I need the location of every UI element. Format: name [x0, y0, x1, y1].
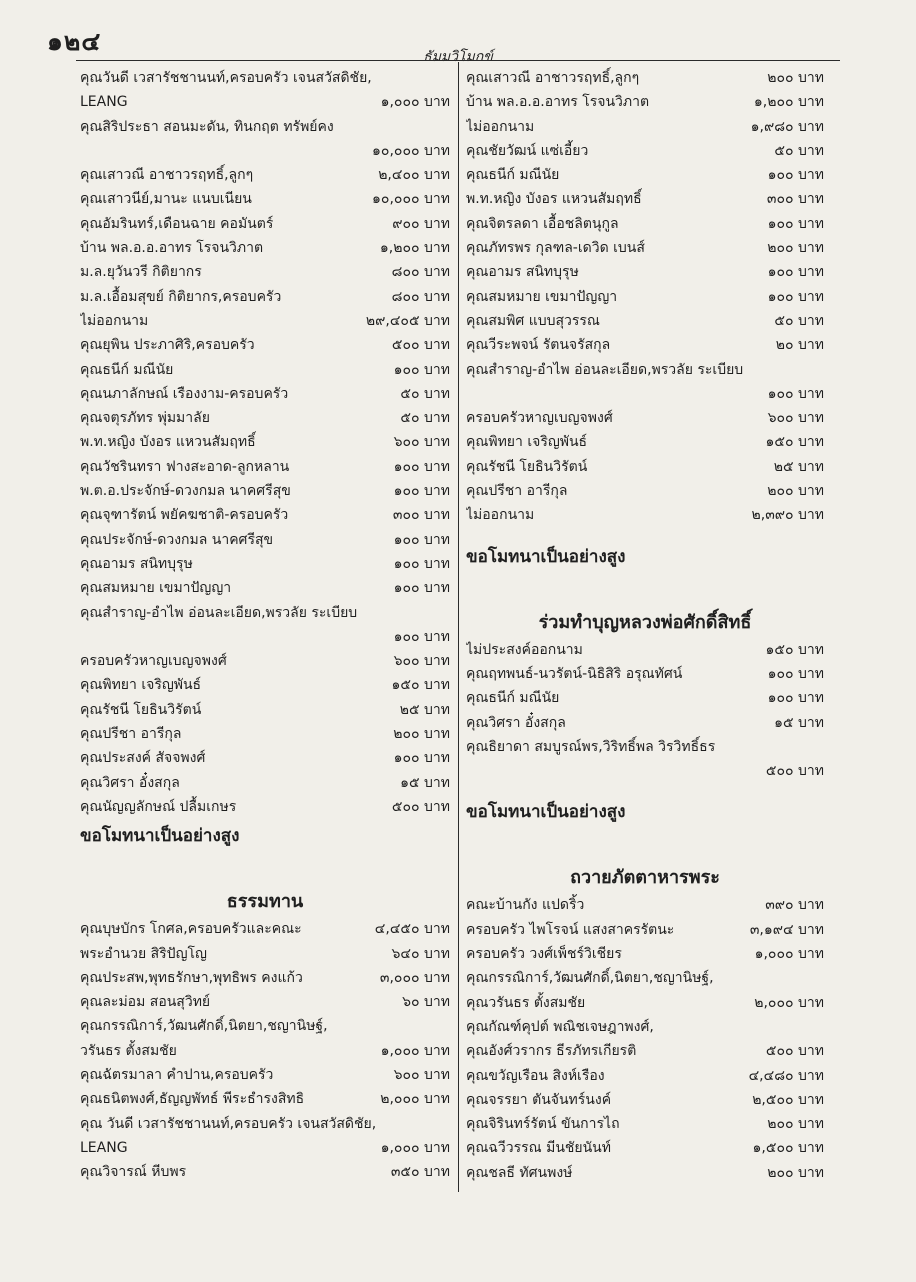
donation-amount: ๓๕๐ บาท	[390, 1164, 450, 1181]
donor-name: คุณฤทพนธ์-นวรัตน์-นิธิสิริ อรุณทัศน์	[466, 665, 683, 682]
donation-amount: ๒,๐๐๐ บาท	[380, 1091, 450, 1108]
donor-name: คุณอัมรินทร์,เดือนฉาย คอมันตร์	[80, 215, 274, 232]
donor-entry	[466, 455, 824, 479]
donor-name: คุณภัทรพร กุลฑล-เดวิด เบนส์	[466, 240, 645, 257]
donor-name: คุณสมพิศ แบบสุวรรณ	[466, 312, 600, 329]
donor-name: คุณชลธี ทัศนพงษ์	[466, 1164, 573, 1181]
donation-amount: ๑๐๐ บาท	[767, 215, 824, 232]
donor-name: บ้าน พล.อ.อ.อาทร โรจนวิภาต	[466, 94, 650, 111]
donation-amount: ๑๐๐ บาท	[393, 531, 450, 548]
donor-name: คุณ วันดี เวสารัชชานนท์,ครอบครัว เจนสวัสดิชัย,	[80, 1115, 377, 1132]
donor-name: คุณจรรยา ตันจันทร์นงค์	[466, 1091, 612, 1108]
donor-name: คุณสำราญ-อำไพ อ่อนละเอียด,พรวลัย ระเบียบ	[80, 604, 358, 621]
donation-amount: ๑๐๐ บาท	[393, 483, 450, 500]
donor-entry	[80, 236, 450, 260]
donor-entry	[466, 711, 824, 735]
donation-amount: ๒๕ บาท	[399, 701, 450, 718]
donor-name: คุณฉวีวรรณ มีนชัยนันท์	[466, 1140, 611, 1157]
donor-entry	[80, 1039, 450, 1063]
donor-name: คุณขวัญเรือน สิงห์เรือง	[466, 1067, 605, 1084]
right-column	[466, 66, 824, 1185]
donation-amount: ๒๐ บาท	[775, 337, 824, 354]
donation-amount: ๔,๔๘๐ บาท	[748, 1067, 824, 1084]
donor-entry	[80, 382, 450, 406]
donation-amount: ๑๐๐ บาท	[767, 167, 824, 184]
donor-entry	[80, 746, 450, 770]
donor-name: ครอบครัว วงศ์เพ็ชร์วิเชียร	[466, 946, 622, 963]
donor-entry	[80, 698, 450, 722]
donor-entry	[466, 406, 824, 430]
donation-amount: ๑,๙๘๐ บาท	[750, 118, 824, 135]
donor-name: คุณอามร สนิทบุรุษ	[466, 264, 579, 281]
donor-name: คุณธนีก์ มณีนัย	[466, 167, 560, 184]
donation-amount: ๑,๐๐๐ บาท	[380, 1139, 450, 1156]
donor-name: คุณบุษบักร โกศล,ครอบครัวและคณะ	[80, 921, 302, 938]
donor-name: คุณกรรณิการ์,วัฒนศักดิ์,นิตยา,ชญานิษฐ์,	[80, 1018, 328, 1035]
donor-entry	[466, 260, 824, 284]
donor-entry	[466, 309, 824, 333]
donor-entry	[80, 942, 450, 966]
donor-entry	[80, 990, 450, 1014]
header-rule	[76, 60, 840, 61]
donor-entry	[80, 212, 450, 236]
donor-entry	[80, 966, 450, 990]
donation-amount: ๕๐๐ บาท	[765, 763, 824, 780]
donor-entry	[466, 918, 824, 942]
donation-amount: ๘๐๐ บาท	[391, 264, 450, 281]
donor-name: คุณนภาลักษณ์ เรืองงาม-ครอบครัว	[80, 385, 289, 402]
donor-name: ม.ล.ยุวันวรี กิติยากร	[80, 264, 202, 281]
donor-list-right-c	[466, 893, 824, 1185]
donor-entry	[80, 187, 450, 211]
donation-amount: ๑,๕๐๐ บาท	[752, 1140, 824, 1157]
donor-name: คุณวีระพจน์ รัตนจรัสกุล	[466, 337, 611, 354]
donor-name: LEANG	[80, 94, 128, 111]
donor-name: คุณอามร สนิทบุรุษ	[80, 555, 193, 572]
donor-name: คุณพิทยา เจริญพันธ์	[80, 677, 202, 694]
donor-list-right-b	[466, 638, 824, 784]
donor-name: พ.ท.หญิง บังอร แหวนสัมฤทธิ์	[466, 191, 642, 208]
donor-entry	[466, 139, 824, 163]
donor-name: คุณธนีก์ มณีนัย	[80, 361, 174, 378]
donor-name: ครอบครัวหาญเบญจพงศ์	[80, 653, 227, 670]
donor-name: คุณจุฑารัตน์ พยัคฆชาติ-ครอบครัว	[80, 507, 289, 524]
donation-amount: ๖๐ บาท	[402, 994, 450, 1011]
donor-entry	[80, 406, 450, 430]
donor-entry	[80, 795, 450, 819]
donor-name: คุณปรีชา อารีกุล	[80, 726, 182, 743]
donor-name: พระอำนวย สิริปัญโญ	[80, 945, 207, 962]
donor-entry	[466, 1136, 824, 1160]
donation-amount: ๕๐ บาท	[774, 142, 824, 159]
donor-entry	[466, 212, 824, 236]
donation-amount: ๘๐๐ บาท	[391, 288, 450, 305]
donation-amount: ๑,๐๐๐ บาท	[754, 946, 824, 963]
donor-name: คุณกรรณิการ์,วัฒนศักดิ์,นิตยา,ชญานิษฐ์,	[466, 970, 714, 987]
donation-amount: ๖๐๐ บาท	[393, 434, 450, 451]
donation-amount: ๖๐๐ บาท	[767, 410, 824, 427]
donor-entry	[466, 893, 824, 917]
donor-name: คุณวัชรินทรา ฟางสะอาด-ลูกหลาน	[80, 458, 290, 475]
donor-entry	[80, 503, 450, 527]
donation-amount: ๑๐,๐๐๐ บาท	[372, 142, 450, 159]
donation-amount: ๑๐๐ บาท	[767, 665, 824, 682]
donor-entry	[80, 528, 450, 552]
donor-name: คุณจิตรลดา เอื้อชลิตนุกูล	[466, 215, 619, 232]
section-heading-luang-pho: ร่วมทำบุญหลวงพ่อศักดิ์สิทธิ์	[538, 611, 752, 633]
donation-amount: ๑๐๐ บาท	[393, 458, 450, 475]
donor-name: คุณอังศ์วรากร ธีรภัทรเกียรติ	[466, 1043, 637, 1060]
donor-name: คุณยุพิน ประภาศิริ,ครอบครัว	[80, 337, 255, 354]
donation-amount: ๒,๕๐๐ บาท	[752, 1091, 824, 1108]
donor-entry	[80, 552, 450, 576]
donation-amount: ๕๐ บาท	[400, 410, 450, 427]
donor-entry	[80, 309, 450, 333]
donation-amount: ๓๐๐ บาท	[392, 507, 450, 524]
section-heading-dhammathan: ธรรมทาน	[226, 891, 304, 913]
donation-amount: ๑๕ บาท	[400, 774, 450, 791]
donor-name: คุณประจักษ์-ดวงกมล นาคศรีสุข	[80, 531, 274, 548]
donation-amount: ๓๙๐ บาท	[765, 897, 824, 914]
donation-amount: ๑๕๐ บาท	[765, 434, 824, 451]
donor-entry	[466, 991, 824, 1015]
donation-amount: ๒๕ บาท	[773, 458, 824, 475]
donation-amount: ๑๐๐ บาท	[767, 288, 824, 305]
donor-entry	[80, 163, 450, 187]
donor-entry	[80, 333, 450, 357]
donation-amount: ๖๐๐ บาท	[393, 653, 450, 670]
donor-name: วรันธร ตั้งสมชัย	[80, 1042, 177, 1059]
donation-amount: ๑๐๐ บาท	[393, 555, 450, 572]
donor-name: คุณเสาวณี อาชาวรฤทธิ์,ลูกๆ	[80, 167, 254, 184]
running-header: ธัมมวิโมกข์	[423, 49, 493, 65]
donor-entry	[80, 917, 450, 941]
donor-entry	[80, 358, 450, 382]
donation-amount: ๒๐๐ บาท	[393, 726, 450, 743]
donor-name: ม.ล.เอื้อมสุขย์ กิติยากร,ครอบครัว	[80, 288, 282, 305]
left-column	[80, 66, 450, 1184]
donor-name: คุณจตุรภัทร พุ่มมาลัย	[80, 410, 210, 427]
donation-amount: ๖๐๐ บาท	[393, 1066, 450, 1083]
donation-amount: ๒๐๐ บาท	[767, 240, 824, 257]
donor-entry	[80, 260, 450, 284]
donor-entry	[80, 1136, 450, 1160]
donor-entry	[466, 1039, 824, 1063]
donor-entry	[466, 503, 824, 527]
donation-amount: ๑๐๐ บาท	[767, 385, 824, 402]
thanks-line: ขอโมทนาเป็นอย่างสูง	[466, 802, 626, 823]
donor-entry	[466, 115, 824, 139]
donor-name: คุณเสาวนีย์,มานะ แนบเนียน	[80, 191, 252, 208]
donor-name: คุณประสงค์ สัจจพงศ์	[80, 750, 206, 767]
donor-name: พ.ท.หญิง บังอร แหวนสัมฤทธิ์	[80, 434, 256, 451]
donor-name: คุณวิศรา อั๋งสกุล	[466, 714, 566, 731]
donor-list-left-b	[80, 917, 450, 1184]
column-divider	[458, 62, 459, 1192]
donation-amount: ๑,๒๐๐ บาท	[753, 94, 824, 111]
donation-amount: ๑,๐๐๐ บาท	[380, 1042, 450, 1059]
thanks-line: ขอโมทนาเป็นอย่างสูง	[466, 546, 626, 567]
donation-amount: ๑๕๐ บาท	[391, 677, 450, 694]
donation-amount: ๒๐๐ บาท	[767, 1116, 824, 1133]
donor-name: คุณธนิตพงศ์,ธัญญพัทธ์ พีระธำรงสิทธิ	[80, 1091, 305, 1108]
donation-amount: ๓,๑๙๔ บาท	[749, 921, 824, 938]
donor-entry	[80, 1063, 450, 1087]
donor-name: ครอบครัว ไพโรจน์ แสงสาครรัตนะ	[466, 921, 675, 938]
donation-amount: ๒๐๐ บาท	[767, 483, 824, 500]
donor-entry	[466, 1112, 824, 1136]
donor-name: คุณปรีชา อารีกุล	[466, 483, 568, 500]
donation-amount: ๔,๔๕๐ บาท	[374, 921, 450, 938]
donation-amount: ๑๐,๐๐๐ บาท	[372, 191, 450, 208]
donation-amount: ๒,๐๐๐ บาท	[754, 994, 824, 1011]
donor-name: ไม่ออกนาม	[466, 507, 535, 524]
donor-entry	[80, 722, 450, 746]
donor-entry	[80, 673, 450, 697]
donor-entry	[466, 1088, 824, 1112]
thanks-line: ขอโมทนาเป็นอย่างสูง	[80, 826, 240, 847]
donor-name: LEANG	[80, 1139, 128, 1156]
donor-name: คุณนัญญลักษณ์ ปลื้มเกษร	[80, 798, 237, 815]
donor-entry	[466, 942, 824, 966]
donation-amount: ๕๐๐ บาท	[765, 1043, 824, 1060]
donor-entry	[80, 430, 450, 454]
donor-name: คุณพิทยา เจริญพันธ์	[466, 434, 588, 451]
donation-amount: ๒,๓๙๐ บาท	[751, 507, 824, 524]
donation-amount: ๓,๐๐๐ บาท	[379, 969, 450, 986]
donor-name: คุณวิศรา อั๋งสกุล	[80, 774, 180, 791]
donor-entry	[466, 333, 824, 357]
donation-amount: ๙๐๐ บาท	[392, 215, 450, 232]
donor-list-right-a	[466, 66, 824, 528]
donor-name: พ.ต.อ.ประจักษ์-ดวงกมล นาคศรีสุข	[80, 483, 291, 500]
donor-name: คุณเสาวณี อาชาวรฤทธิ์,ลูกๆ	[466, 70, 640, 86]
donor-entry	[80, 455, 450, 479]
donor-entry	[466, 686, 824, 710]
donor-entry	[80, 90, 450, 114]
donor-name: คุณจิรินทร์รัตน์ ขันการไถ	[466, 1116, 620, 1133]
donor-entry	[80, 1160, 450, 1184]
donor-name: คุณสำราญ-อำไพ อ่อนละเอียด,พรวลัย ระเบียบ	[466, 361, 744, 378]
donor-name: คุณวันดี เวสารัชชานนท์,ครอบครัว เจนสวัสดิชัย,	[80, 70, 372, 86]
donation-amount: ๖๔๐ บาท	[391, 945, 450, 962]
donor-list-left-a	[80, 66, 450, 819]
donation-amount: ๓๐๐ บาท	[766, 191, 824, 208]
donation-amount: ๕๐๐ บาท	[391, 337, 450, 354]
donor-name: คณะบ้านกัง แปดริ้ว	[466, 897, 585, 914]
donor-name: คุณรัชนี โยธินวิรัตน์	[466, 458, 588, 475]
donor-entry	[80, 479, 450, 503]
donation-amount: ๑๐๐ บาท	[767, 690, 824, 707]
donation-amount: ๑,๒๐๐ บาท	[379, 240, 450, 257]
donation-amount: ๕๐ บาท	[400, 385, 450, 402]
donor-name: บ้าน พล.อ.อ.อาทร โรจนวิภาต	[80, 240, 264, 257]
donation-amount: ๑๐๐ บาท	[393, 750, 450, 767]
donation-amount: ๑๐๐ บาท	[393, 628, 450, 645]
donor-name: คุณธิยาดา สมบูรณ์พร,วิริทธิ์พล วิรวิทธิ์ธร	[466, 738, 716, 755]
donor-name: ไม่ออกนาม	[80, 312, 149, 329]
donation-amount: ๕๐ บาท	[774, 312, 824, 329]
donation-amount: ๑๕๐ บาท	[765, 641, 824, 658]
donation-amount: ๑๐๐ บาท	[393, 580, 450, 597]
donor-entry	[80, 1087, 450, 1111]
page-number: ๑๒๔	[47, 27, 102, 56]
donor-entry	[466, 66, 824, 90]
donor-name: คุณสมหมาย เขมาปัญญา	[466, 288, 618, 305]
donor-name: คุณสมหมาย เขมาปัญญา	[80, 580, 232, 597]
donor-name: คุณละม่อม สอนสุวิทย์	[80, 994, 211, 1011]
donor-entry	[80, 576, 450, 600]
donation-amount: ๑๕ บาท	[774, 714, 824, 731]
donor-entry	[466, 638, 824, 662]
donation-amount: ๑,๐๐๐ บาท	[380, 94, 450, 111]
donation-amount: ๒,๔๐๐ บาท	[378, 167, 450, 184]
donation-amount: ๒๙,๔๐๕ บาท	[365, 312, 450, 329]
donor-entry	[466, 1064, 824, 1088]
donor-name: คุณกัณฑ์คุปต์ พณิชเจษฎาพงศ์,	[466, 1018, 654, 1035]
donor-entry	[466, 236, 824, 260]
donor-entry	[466, 1161, 824, 1185]
donor-entry	[466, 90, 824, 114]
donation-amount: ๕๐๐ บาท	[391, 798, 450, 815]
section-heading-food-offering: ถวายภัตตาหารพระ	[570, 867, 720, 889]
donation-amount: ๑๐๐ บาท	[393, 361, 450, 378]
donor-name: คุณสิริประธา สอนมะดัน, ทินกฤต ทรัพย์คง	[80, 118, 334, 135]
donor-entry	[466, 285, 824, 309]
donor-entry	[466, 479, 824, 503]
donor-name: ครอบครัวหาญเบญจพงศ์	[466, 410, 613, 427]
donor-name: คุณฉัตรมาลา คำปาน,ครอบครัว	[80, 1066, 274, 1083]
donor-name: คุณธนีก์ มณีนัย	[466, 690, 560, 707]
donor-entry	[80, 649, 450, 673]
donor-name: ไม่ออกนาม	[466, 118, 535, 135]
donor-name: ไม่ประสงค์ออกนาม	[466, 641, 583, 658]
donation-amount: ๒๐๐ บาท	[767, 70, 824, 86]
donor-entry	[80, 285, 450, 309]
donor-name: คุณประสพ,พุทธรักษา,พุทธิพร คงแก้ว	[80, 969, 303, 986]
donor-entry	[466, 187, 824, 211]
donor-entry	[80, 771, 450, 795]
donation-amount: ๑๐๐ บาท	[767, 264, 824, 281]
donor-entry	[466, 163, 824, 187]
donor-name: คุณรัชนี โยธินวิรัตน์	[80, 701, 202, 718]
donor-name: คุณวิจารณ์ หีบพร	[80, 1164, 187, 1181]
donation-amount: ๒๐๐ บาท	[767, 1164, 824, 1181]
donor-name: คุณชัยวัฒน์ แซ่เอี้ยว	[466, 142, 589, 159]
donor-entry	[466, 662, 824, 686]
donor-entry	[466, 430, 824, 454]
donor-name: คุณวรันธร ตั้งสมชัย	[466, 994, 586, 1011]
